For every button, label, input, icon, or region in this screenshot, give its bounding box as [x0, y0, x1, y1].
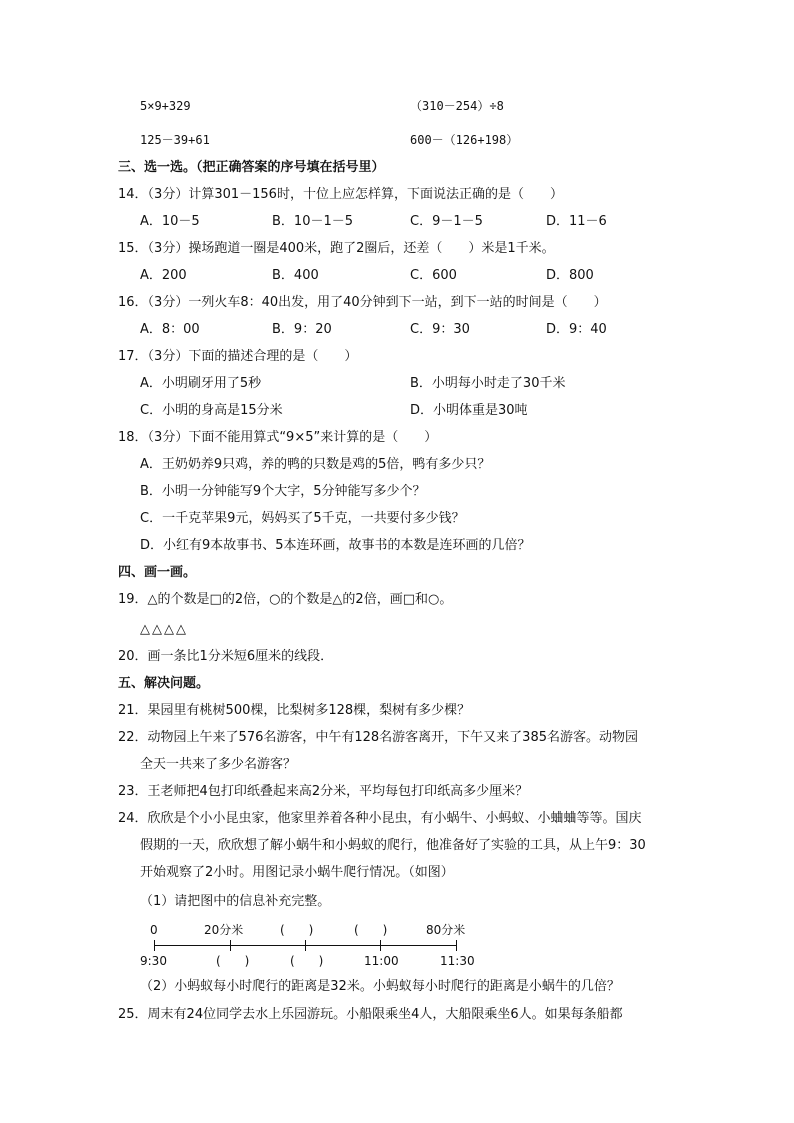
question-24-sub-2: （2）小蚂蚁每小时爬行的距离是32米。小蚂蚁每小时爬行的距离是小蜗牛的几倍？	[140, 979, 620, 994]
q15-option-b: B．400	[272, 268, 319, 283]
question-24-sub-1: （1）请把图中的信息补充完整。	[140, 894, 331, 909]
top-label-0: 0	[150, 923, 158, 937]
question-22-line-2: 全天一共来了多少名游客？	[140, 757, 297, 772]
q14-option-a: A．10－5	[140, 214, 200, 229]
tick	[154, 940, 155, 951]
q18-option-c: C．一千克苹果9元，妈妈买了5千克，一共要付多少钱？	[140, 511, 465, 526]
q15-option-a: A．200	[140, 268, 187, 283]
expr-2: （310－254）÷8	[410, 99, 504, 113]
question-22-line-1: 22．动物园上午来了576名游客，中午有128名游客离开，下午又来了385名游客。动物园	[118, 730, 638, 745]
q17-option-a: A．小明刷牙用了5秒	[140, 376, 262, 391]
top-label-blank-1: ( )	[280, 923, 314, 937]
q18-option-b: B．小明一分钟能写9个大字，5分钟能写多少个？	[140, 484, 426, 499]
expr-1: 5×9+329	[140, 99, 191, 113]
q15-option-d: D．800	[546, 268, 594, 283]
question-21: 21．果园里有桃树500棵，比梨树多128棵，梨树有多少棵？	[118, 703, 471, 718]
question-16: 16．（3分）一列火车8：40出发，用了40分钟到下一站，到下一站的时间是（ ）	[118, 295, 607, 310]
q17-option-d: D．小明体重是30吨	[410, 403, 528, 418]
q16-option-b: B．9：20	[272, 322, 332, 337]
tick	[380, 940, 381, 951]
question-25: 25．周末有24位同学去水上乐园游玩。小船限乘坐4人，大船限乘坐6人。如果每条船都	[118, 1007, 623, 1022]
q17-option-b: B．小明每小时走了30千米	[410, 376, 566, 391]
question-19: 19．△的个数是□的2倍，○的个数是△的2倍，画□和○。	[118, 592, 453, 607]
q16-option-d: D．9：40	[546, 322, 607, 337]
triangle-row: △△△△	[140, 622, 188, 637]
q14-option-d: D．11－6	[546, 214, 607, 229]
q14-option-c: C．9－1－5	[410, 214, 483, 229]
expr-4: 600－（126+198）	[410, 133, 519, 147]
question-18: 18．（3分）下面不能用算式“9×5”来计算的是（ ）	[118, 430, 438, 445]
question-17: 17．（3分）下面的描述合理的是（ ）	[118, 349, 358, 364]
q15-option-c: C．600	[410, 268, 457, 283]
tick	[230, 940, 231, 951]
bottom-label-blank-2: ( )	[290, 954, 324, 968]
question-14: 14．（3分）计算301－156时，十位上应怎样算，下面说法正确的是（ ）	[118, 187, 563, 202]
snail-progress-figure	[140, 921, 480, 969]
q18-option-a: A．王奶奶养9只鸡，养的鸭的只数是鸡的5倍，鸭有多少只？	[140, 457, 491, 472]
q18-option-d: D．小红有9本故事书、5本连环画，故事书的本数是连环画的几倍？	[140, 538, 531, 553]
q14-option-b: B．10－1－5	[272, 214, 354, 229]
section-4-heading: 四、画一画。	[118, 565, 197, 580]
bottom-label-blank-1: ( )	[216, 954, 250, 968]
top-label-80: 80分米	[426, 923, 466, 937]
question-24-line-2: 假期的一天，欣欣想了解小蜗牛和小蚂蚁的爬行，他准备好了实验的工具，从上午9：30	[140, 838, 646, 853]
q17-option-c: C．小明的身高是15分米	[140, 403, 283, 418]
bottom-label-930: 9:30	[140, 954, 167, 968]
top-label-20: 20分米	[204, 923, 244, 937]
question-15: 15．（3分）操场跑道一圈是400米，跑了2圈后，还差（ ）米是1千米。	[118, 241, 555, 256]
bottom-label-1130: 11:30	[440, 954, 475, 968]
section-3-heading: 三、选一选。（把正确答案的序号填在括号里）	[118, 160, 385, 175]
question-24-line-1: 24．欣欣是个小小昆虫家，他家里养着各种小昆虫，有小蜗牛、小蚂蚁、小蛐蛐等等。国庆	[118, 811, 642, 826]
q16-option-a: A．8：00	[140, 322, 200, 337]
tick	[456, 940, 457, 951]
question-24-line-3: 开始观察了2小时。用图记录小蜗牛爬行情况。（如图）	[140, 865, 454, 880]
bottom-label-1100: 11:00	[364, 954, 399, 968]
top-label-blank-2: ( )	[354, 923, 388, 937]
question-20: 20．画一条比1分米短6厘米的线段．	[118, 649, 334, 664]
q16-option-c: C．9：30	[410, 322, 470, 337]
section-5-heading: 五、解决问题。	[118, 676, 210, 691]
expr-3: 125－39+61	[140, 133, 210, 147]
question-23: 23．王老师把4包打印纸叠起来高2分米，平均每包打印纸高多少厘米？	[118, 784, 529, 799]
tick	[305, 940, 306, 951]
